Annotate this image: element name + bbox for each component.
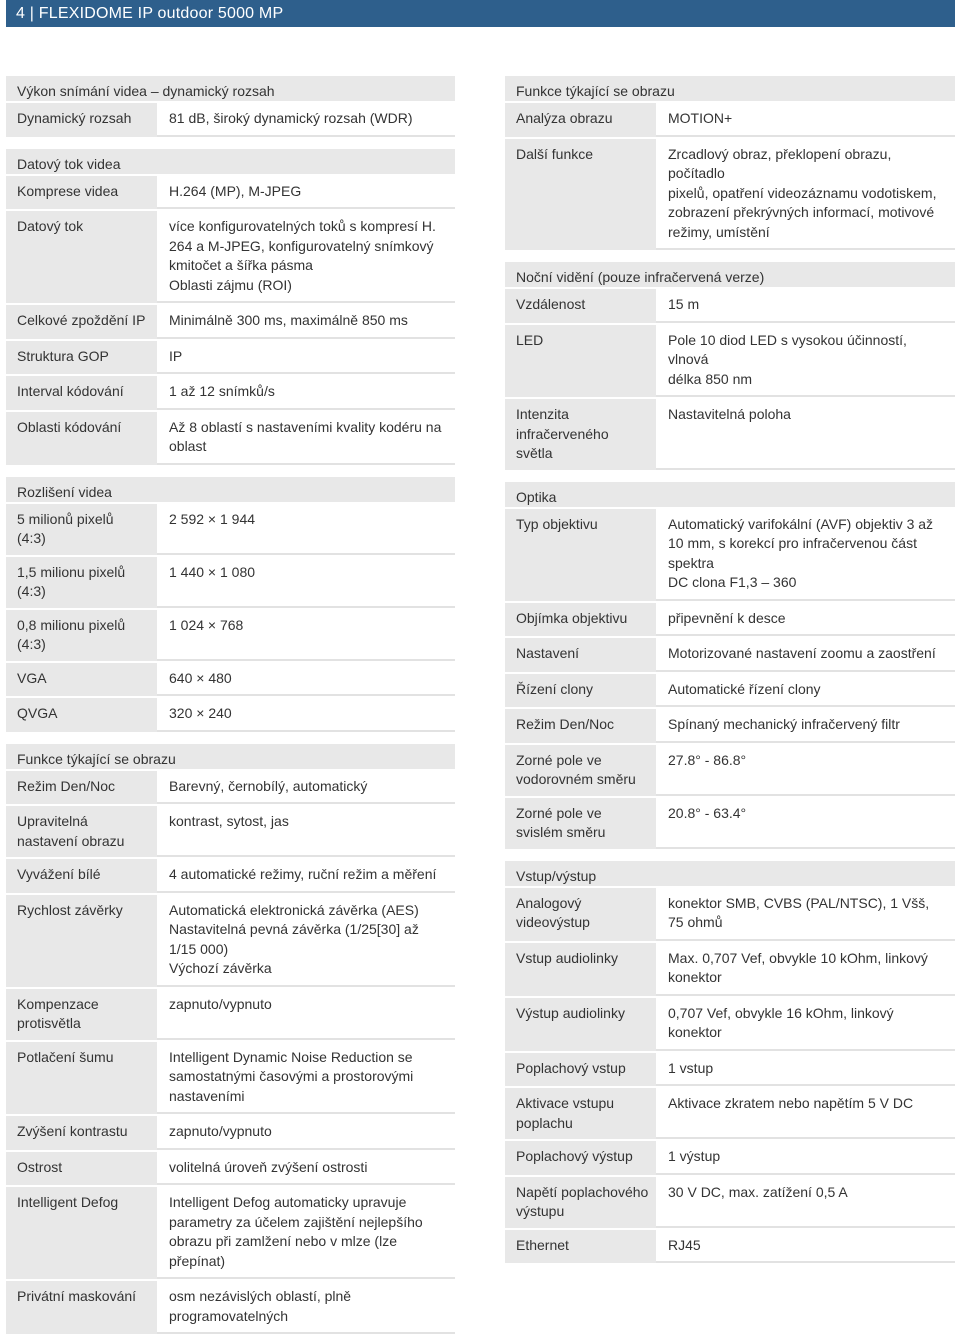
spec-value: 0,707 Vef, obvykle 16 kOhm, linkový konektor bbox=[656, 998, 955, 1051]
document-title: FLEXIDOME IP outdoor 5000 MP bbox=[38, 5, 284, 22]
spec-value: Automatický varifokální (AVF) objektiv 3 až 10 mm, s korekcí pro infračervenou část spektra DC clona F1,3 – 360 bbox=[656, 509, 955, 601]
section-heading: Vstup/výstup bbox=[505, 861, 955, 888]
spec-row bbox=[505, 289, 955, 325]
spec-value: 81 dB, široký dynamický rozsah (WDR) bbox=[157, 103, 455, 137]
spec-label: Oblasti kódování bbox=[6, 412, 157, 465]
spec-label: Analogový videovýstup bbox=[505, 888, 656, 941]
spec-label: Režim Den/Noc bbox=[505, 709, 656, 743]
header-separator: | bbox=[29, 5, 35, 22]
spec-label: Vyvážení bílé bbox=[6, 859, 157, 893]
spec-value: 15 m bbox=[656, 289, 955, 323]
spec-value: konektor SMB, CVBS (PAL/NTSC), 1 Všš, 75 ohmů bbox=[656, 888, 955, 941]
spec-row bbox=[6, 504, 455, 557]
spec-row bbox=[6, 305, 455, 341]
spec-row bbox=[505, 399, 955, 472]
spec-value: Intelligent Dynamic Noise Reduction se samostatnými časovými a prostorovými nastaveními bbox=[157, 1042, 455, 1115]
spec-label: 1,5 milionu pixelů (4:3) bbox=[6, 557, 157, 608]
spec-row bbox=[6, 211, 455, 305]
spec-label: Poplachový výstup bbox=[505, 1141, 656, 1175]
spec-label: Ostrost bbox=[6, 1152, 157, 1186]
page-header bbox=[6, 0, 955, 27]
spec-value: Až 8 oblastí s nastaveními kvality kodéru na oblast bbox=[157, 412, 455, 465]
spec-row bbox=[505, 325, 955, 400]
spec-label: Zvýšení kontrastu bbox=[6, 1116, 157, 1150]
spec-label: Typ objektivu bbox=[505, 509, 656, 601]
spec-label: Poplachový vstup bbox=[505, 1053, 656, 1087]
spec-row bbox=[505, 638, 955, 674]
spec-label: VGA bbox=[6, 663, 157, 697]
spec-row bbox=[6, 1152, 455, 1188]
section-heading: Výkon snímání videa – dynamický rozsah bbox=[6, 76, 455, 103]
spec-value: MOTION+ bbox=[656, 103, 955, 137]
spec-value: Automatická elektronická závěrka (AES) Nastavitelná pevná závěrka (1/25[30] až 1/15 000) Výchozí závěrka bbox=[157, 895, 455, 987]
spec-label: Celkové zpoždění IP bbox=[6, 305, 157, 339]
spec-label: Aktivace vstupu poplachu bbox=[505, 1088, 656, 1139]
spec-row bbox=[6, 176, 455, 212]
section-heading: Rozlišení videa bbox=[6, 477, 455, 504]
spec-label: Potlačení šumu bbox=[6, 1042, 157, 1115]
spec-row bbox=[6, 989, 455, 1042]
spec-row bbox=[505, 888, 955, 943]
page-number: 4 bbox=[16, 5, 26, 22]
spec-value: kontrast, sytost, jas bbox=[157, 806, 455, 857]
spec-row bbox=[505, 509, 955, 603]
spec-value: Motorizované nastavení zoomu a zaostření bbox=[656, 638, 955, 672]
spec-row bbox=[6, 341, 455, 377]
spec-label: Privátní maskování bbox=[6, 1281, 157, 1334]
spec-label: Objímka objektivu bbox=[505, 603, 656, 637]
spec-row bbox=[6, 103, 455, 139]
left-spec-column bbox=[6, 76, 455, 1336]
spec-label: Dynamický rozsah bbox=[6, 103, 157, 137]
spec-value: 1 až 12 snímků/s bbox=[157, 376, 455, 410]
spec-row bbox=[6, 698, 455, 734]
spec-label: Vstup audiolinky bbox=[505, 943, 656, 996]
spec-value: Minimálně 300 ms, maximálně 850 ms bbox=[157, 305, 455, 339]
spec-row bbox=[505, 943, 955, 998]
section-heading: Datový tok videa bbox=[6, 149, 455, 176]
spec-label: Zorné pole ve vodorovném směru bbox=[505, 745, 656, 796]
spec-value: více konfigurovatelných toků s kompresí H. 264 a M-JPEG, konfigurovatelný snímkový kmitočet a šířka pásma Oblasti zájmu (ROI) bbox=[157, 211, 455, 303]
spec-row bbox=[505, 709, 955, 745]
spec-label: Řízení clony bbox=[505, 674, 656, 708]
spec-label: Intenzita infračerveného světla bbox=[505, 399, 656, 470]
spec-row bbox=[505, 1141, 955, 1177]
spec-label: Intelligent Defog bbox=[6, 1187, 157, 1279]
spec-label: Ethernet bbox=[505, 1230, 656, 1264]
spec-value: Barevný, černobílý, automatický bbox=[157, 771, 455, 805]
section-heading: Funkce týkající se obrazu bbox=[6, 744, 455, 771]
spec-value: 30 V DC, max. zatížení 0,5 A bbox=[656, 1177, 955, 1228]
spec-value: 4 automatické režimy, ruční režim a měření bbox=[157, 859, 455, 893]
spec-label: Datový tok bbox=[6, 211, 157, 303]
section-gap bbox=[6, 139, 455, 149]
spec-value: 1 440 × 1 080 bbox=[157, 557, 455, 608]
spec-value: Aktivace zkratem nebo napětím 5 V DC bbox=[656, 1088, 955, 1139]
spec-value: H.264 (MP), M-JPEG bbox=[157, 176, 455, 210]
spec-value: volitelná úroveň zvýšení ostrosti bbox=[157, 1152, 455, 1186]
spec-row bbox=[6, 1042, 455, 1117]
section-gap bbox=[505, 851, 955, 861]
spec-row bbox=[6, 412, 455, 467]
spec-label: Vzdálenost bbox=[505, 289, 656, 323]
spec-label: Další funkce bbox=[505, 139, 656, 251]
spec-row bbox=[505, 1088, 955, 1141]
spec-row bbox=[505, 603, 955, 639]
spec-row bbox=[6, 1281, 455, 1336]
spec-label: Kompenzace protisvětla bbox=[6, 989, 157, 1040]
spec-label: Struktura GOP bbox=[6, 341, 157, 375]
spec-row bbox=[505, 103, 955, 139]
section-gap bbox=[505, 472, 955, 482]
spec-value: Automatické řízení clony bbox=[656, 674, 955, 708]
spec-label: LED bbox=[505, 325, 656, 398]
spec-value: 1 výstup bbox=[656, 1141, 955, 1175]
spec-value: 2 592 × 1 944 bbox=[157, 504, 455, 555]
spec-label: 5 milionů pixelů (4:3) bbox=[6, 504, 157, 555]
section-gap bbox=[505, 252, 955, 262]
spec-row bbox=[505, 1053, 955, 1089]
spec-value: osm nezávislých oblastí, plně programovatelných bbox=[157, 1281, 455, 1334]
spec-row bbox=[6, 806, 455, 859]
spec-value: Pole 10 diod LED s vysokou účinností, vlnová délka 850 nm bbox=[656, 325, 955, 398]
spec-row bbox=[505, 1177, 955, 1230]
spec-row bbox=[6, 663, 455, 699]
spec-row bbox=[6, 859, 455, 895]
spec-value: připevnění k desce bbox=[656, 603, 955, 637]
section-heading: Noční vidění (pouze infračervená verze) bbox=[505, 262, 955, 289]
spec-label: Komprese videa bbox=[6, 176, 157, 210]
spec-row bbox=[505, 674, 955, 710]
spec-label: Analýza obrazu bbox=[505, 103, 656, 137]
spec-value: Zrcadlový obraz, překlopení obrazu, počítadlo pixelů, opatření videozáznamu vodotiskem, zobrazení překrývných informací, motivové režimy, umístění bbox=[656, 139, 955, 251]
section-heading: Funkce týkající se obrazu bbox=[505, 76, 955, 103]
spec-label: Zorné pole ve svislém směru bbox=[505, 798, 656, 849]
spec-row bbox=[6, 557, 455, 610]
spec-value: 1 024 × 768 bbox=[157, 610, 455, 661]
spec-row bbox=[505, 798, 955, 851]
spec-value: Nastavitelná poloha bbox=[656, 399, 955, 470]
spec-value: RJ45 bbox=[656, 1230, 955, 1264]
spec-row bbox=[6, 771, 455, 807]
right-spec-column bbox=[505, 76, 955, 1265]
spec-label: Výstup audiolinky bbox=[505, 998, 656, 1051]
section-gap bbox=[6, 467, 455, 477]
spec-value: zapnuto/vypnuto bbox=[157, 1116, 455, 1150]
spec-label: Napětí poplachového výstupu bbox=[505, 1177, 656, 1228]
spec-row bbox=[505, 745, 955, 798]
spec-value: 320 × 240 bbox=[157, 698, 455, 732]
spec-label: Režim Den/Noc bbox=[6, 771, 157, 805]
spec-row bbox=[6, 376, 455, 412]
spec-row bbox=[505, 1230, 955, 1266]
section-gap bbox=[6, 734, 455, 744]
spec-value: 20.8° - 63.4° bbox=[656, 798, 955, 849]
spec-row bbox=[505, 139, 955, 253]
spec-label: Nastavení bbox=[505, 638, 656, 672]
spec-value: 27.8° - 86.8° bbox=[656, 745, 955, 796]
spec-row bbox=[6, 1116, 455, 1152]
spec-value: Intelligent Defog automaticky upravuje parametry za účelem zajištění nejlepšího obrazu při zamlžení nebo v mlze (lze přepínat) bbox=[157, 1187, 455, 1279]
spec-value: Max. 0,707 Vef, obvykle 10 kOhm, linkový konektor bbox=[656, 943, 955, 996]
spec-label: Rychlost závěrky bbox=[6, 895, 157, 987]
spec-row bbox=[6, 895, 455, 989]
spec-value: 640 × 480 bbox=[157, 663, 455, 697]
spec-row bbox=[6, 1187, 455, 1281]
spec-value: IP bbox=[157, 341, 455, 375]
spec-label: 0,8 milionu pixelů (4:3) bbox=[6, 610, 157, 661]
spec-row bbox=[6, 610, 455, 663]
spec-label: Upravitelná nastavení obrazu bbox=[6, 806, 157, 857]
spec-value: Spínaný mechanický infračervený filtr bbox=[656, 709, 955, 743]
spec-value: zapnuto/vypnuto bbox=[157, 989, 455, 1040]
spec-row bbox=[505, 998, 955, 1053]
spec-value: 1 vstup bbox=[656, 1053, 955, 1087]
spec-label: Interval kódování bbox=[6, 376, 157, 410]
section-heading: Optika bbox=[505, 482, 955, 509]
spec-label: QVGA bbox=[6, 698, 157, 732]
